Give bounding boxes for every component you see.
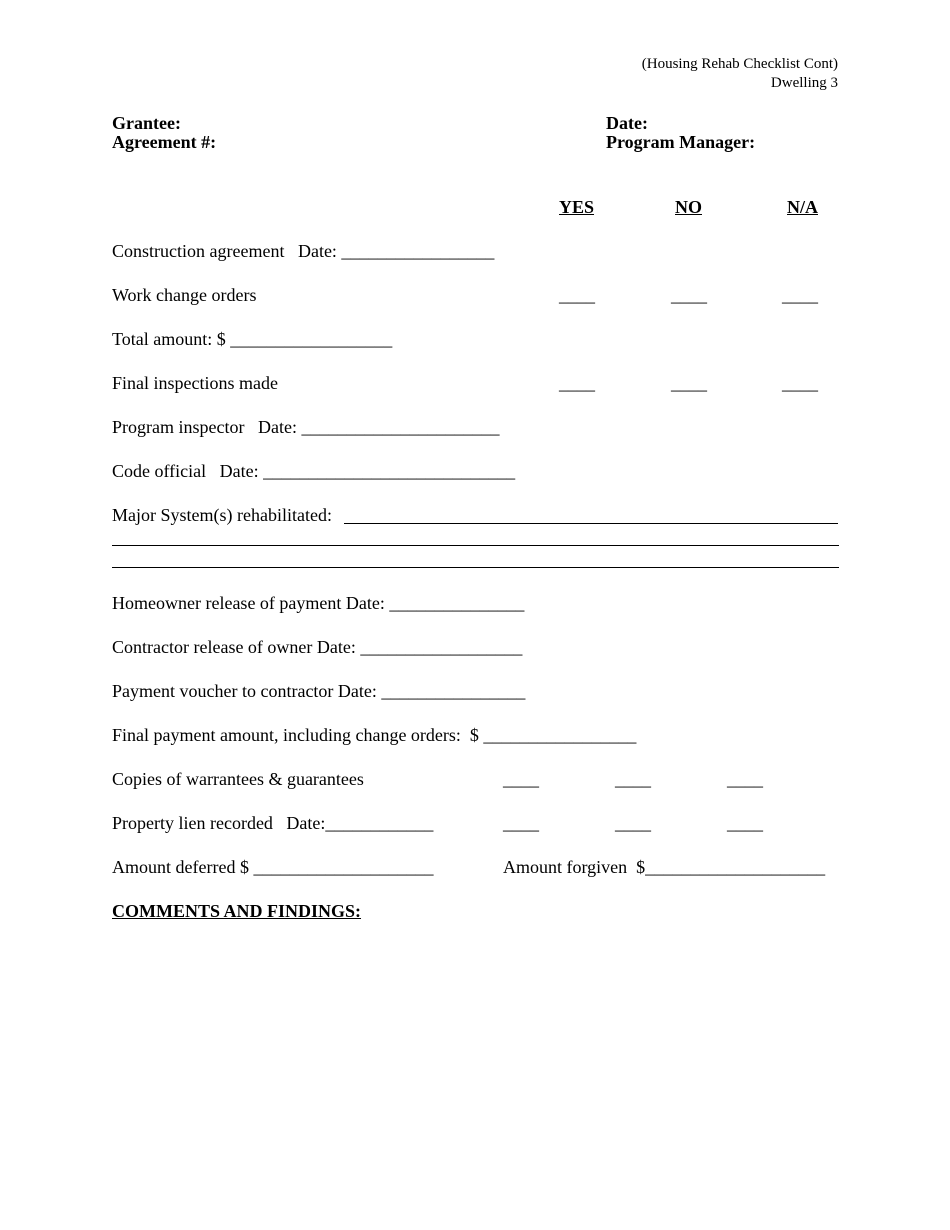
program-manager-label: Program Manager: — [606, 132, 756, 152]
property-lien-yes-blank[interactable]: ____ — [503, 813, 539, 833]
comments-findings-heading: COMMENTS AND FINDINGS: — [112, 901, 362, 921]
na-column-header: N/A — [787, 197, 818, 217]
copies-warrantees-no-blank[interactable]: ____ — [615, 769, 651, 789]
major-systems-line-3[interactable] — [112, 567, 839, 568]
work-change-orders-label: Work change orders — [112, 285, 257, 305]
copies-warrantees-na-blank[interactable]: ____ — [727, 769, 763, 789]
agreement-number-label: Agreement #: — [112, 132, 217, 152]
major-systems-line-1[interactable] — [344, 523, 838, 524]
copies-warrantees-yes-blank[interactable]: ____ — [503, 769, 539, 789]
work-change-orders-no-blank[interactable]: ____ — [671, 285, 707, 305]
property-lien-no-blank[interactable]: ____ — [615, 813, 651, 833]
contractor-release-field[interactable]: Contractor release of owner Date: __________________ — [112, 637, 523, 657]
major-systems-label: Major System(s) rehabilitated: — [112, 505, 337, 525]
no-column-header: NO — [675, 197, 702, 217]
property-lien-na-blank[interactable]: ____ — [727, 813, 763, 833]
copies-warrantees-label: Copies of warrantees & guarantees — [112, 769, 364, 789]
date-label: Date: — [606, 113, 648, 133]
construction-agreement-field[interactable]: Construction agreement Date: _________________ — [112, 241, 495, 261]
final-inspections-label: Final inspections made — [112, 373, 278, 393]
program-inspector-field[interactable]: Program inspector Date: ______________________ — [112, 417, 500, 437]
dwelling-label: Dwelling 3 — [770, 75, 838, 91]
checklist-continuation-title: (Housing Rehab Checklist Cont) — [641, 56, 838, 72]
homeowner-release-field[interactable]: Homeowner release of payment Date: _______________ — [112, 593, 525, 613]
work-change-orders-na-blank[interactable]: ____ — [782, 285, 818, 305]
property-lien-field[interactable]: Property lien recorded Date:____________ — [112, 813, 434, 833]
final-inspections-yes-blank[interactable]: ____ — [559, 373, 595, 393]
final-inspections-no-blank[interactable]: ____ — [671, 373, 707, 393]
yes-column-header: YES — [559, 197, 595, 217]
work-change-orders-yes-blank[interactable]: ____ — [559, 285, 595, 305]
payment-voucher-field[interactable]: Payment voucher to contractor Date: ________________ — [112, 681, 526, 701]
amount-forgiven-field[interactable]: Amount forgiven $____________________ — [503, 857, 826, 877]
major-systems-line-2[interactable] — [112, 545, 839, 546]
amount-deferred-field[interactable]: Amount deferred $ ____________________ — [112, 857, 434, 877]
code-official-field[interactable]: Code official Date: ____________________________ — [112, 461, 516, 481]
total-amount-field[interactable]: Total amount: $ __________________ — [112, 329, 393, 349]
grantee-label: Grantee: — [112, 113, 181, 133]
final-payment-field[interactable]: Final payment amount, including change orders: $ _________________ — [112, 725, 637, 745]
final-inspections-na-blank[interactable]: ____ — [782, 373, 818, 393]
